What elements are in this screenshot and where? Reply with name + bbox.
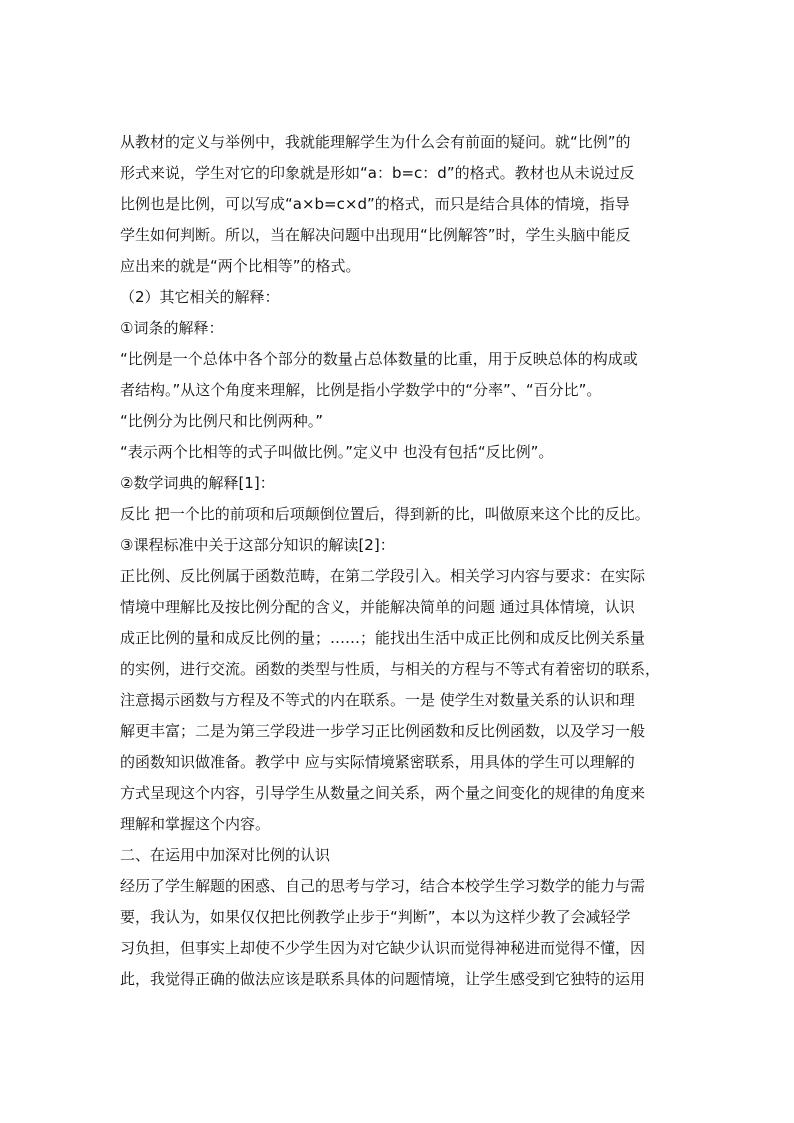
- subheading: ③课程标准中关于这部分知识的解读[2]：: [120, 536, 395, 554]
- text-line: “表示两个比相等的式子叫做比例。”定义中 也没有包括“反比例”。: [120, 443, 554, 461]
- subheading: （2）其它相关的解释：: [120, 288, 280, 306]
- text-line: 形式来说，学生对它的印象就是形如“a：b=c：d”的格式。教材也从未说过反: [120, 164, 635, 182]
- text-line: 成正比例的量和成反比例的量；……；能找出生活中成正比例和成反比例关系量: [120, 629, 646, 647]
- text-line: 经历了学生解题的困惑、自己的思考与学习，结合本校学生学习数学的能力与需: [120, 877, 646, 895]
- text-line: 应出来的就是“两个比相等”的格式。: [120, 257, 361, 275]
- text-line: 反比 把一个比的前项和后项颠倒位置后，得到新的比，叫做原来这个比的反比。: [120, 505, 650, 523]
- text-line: 习负担，但事实上却使不少学生因为对它缺少认识而觉得神秘进而觉得不懂，因: [120, 939, 646, 957]
- text-line: 学生如何判断。所以，当在解决问题中出现用“比例解答”时，学生头脑中能反: [120, 226, 631, 244]
- text-line: 的实例，进行交流。函数的类型与性质，与相关的方程与不等式有着密切的联系，: [120, 660, 661, 678]
- section-heading: 二、在运用中加深对比例的认识: [120, 846, 331, 864]
- text-line: 此，我觉得正确的做法应该是联系具体的问题情境，让学生感受到它独特的运用: [120, 970, 646, 988]
- subheading: ①词条的解释：: [120, 319, 224, 337]
- body-text: [120, 127, 680, 995]
- text-line: 者结构。”从这个角度来理解，比例是指小学数学中的“分率”、“百分比”。: [120, 381, 602, 399]
- text-line: 从教材的定义与举例中，我就能理解学生为什么会有前面的疑问。就“比例”的: [120, 133, 631, 151]
- text-line: 比例也是比例，可以写成“a×b=c×d”的格式，而只是结合具体的情境，指导: [120, 195, 630, 213]
- text-line: 方式呈现这个内容，引导学生从数量之间关系，两个量之间变化的规律的角度来: [120, 784, 646, 802]
- text-line: “比例分为比例尺和比例两种。”: [120, 412, 324, 430]
- text-line: 情境中理解比及按比例分配的含义，并能解决简单的问题 通过具体情境，认识: [120, 598, 635, 616]
- text-line: 要，我认为，如果仅仅把比例教学止步于“判断”，本以为这样少教了会减轻学: [120, 908, 631, 926]
- text-line: 正比例、反比例属于函数范畴，在第二学段引入。相关学习内容与要求：在实际: [120, 567, 646, 585]
- text-line: 解更丰富；二是为第三学段进一步学习正比例函数和反比例函数，以及学习一般: [120, 722, 646, 740]
- subheading: ②数学词典的解释[1]：: [120, 474, 275, 492]
- text-line: 注意揭示函数与方程及不等式的内在联系。一是 使学生对数量关系的认识和理: [120, 691, 635, 709]
- text-line: “比例是一个总体中各个部分的数量占总体数量的比重，用于反映总体的构成或: [120, 350, 638, 368]
- text-line: 的函数知识做准备。教学中 应与实际情境紧密联系，用具体的学生可以理解的: [120, 753, 635, 771]
- text-line: 理解和掌握这个内容。: [120, 815, 271, 833]
